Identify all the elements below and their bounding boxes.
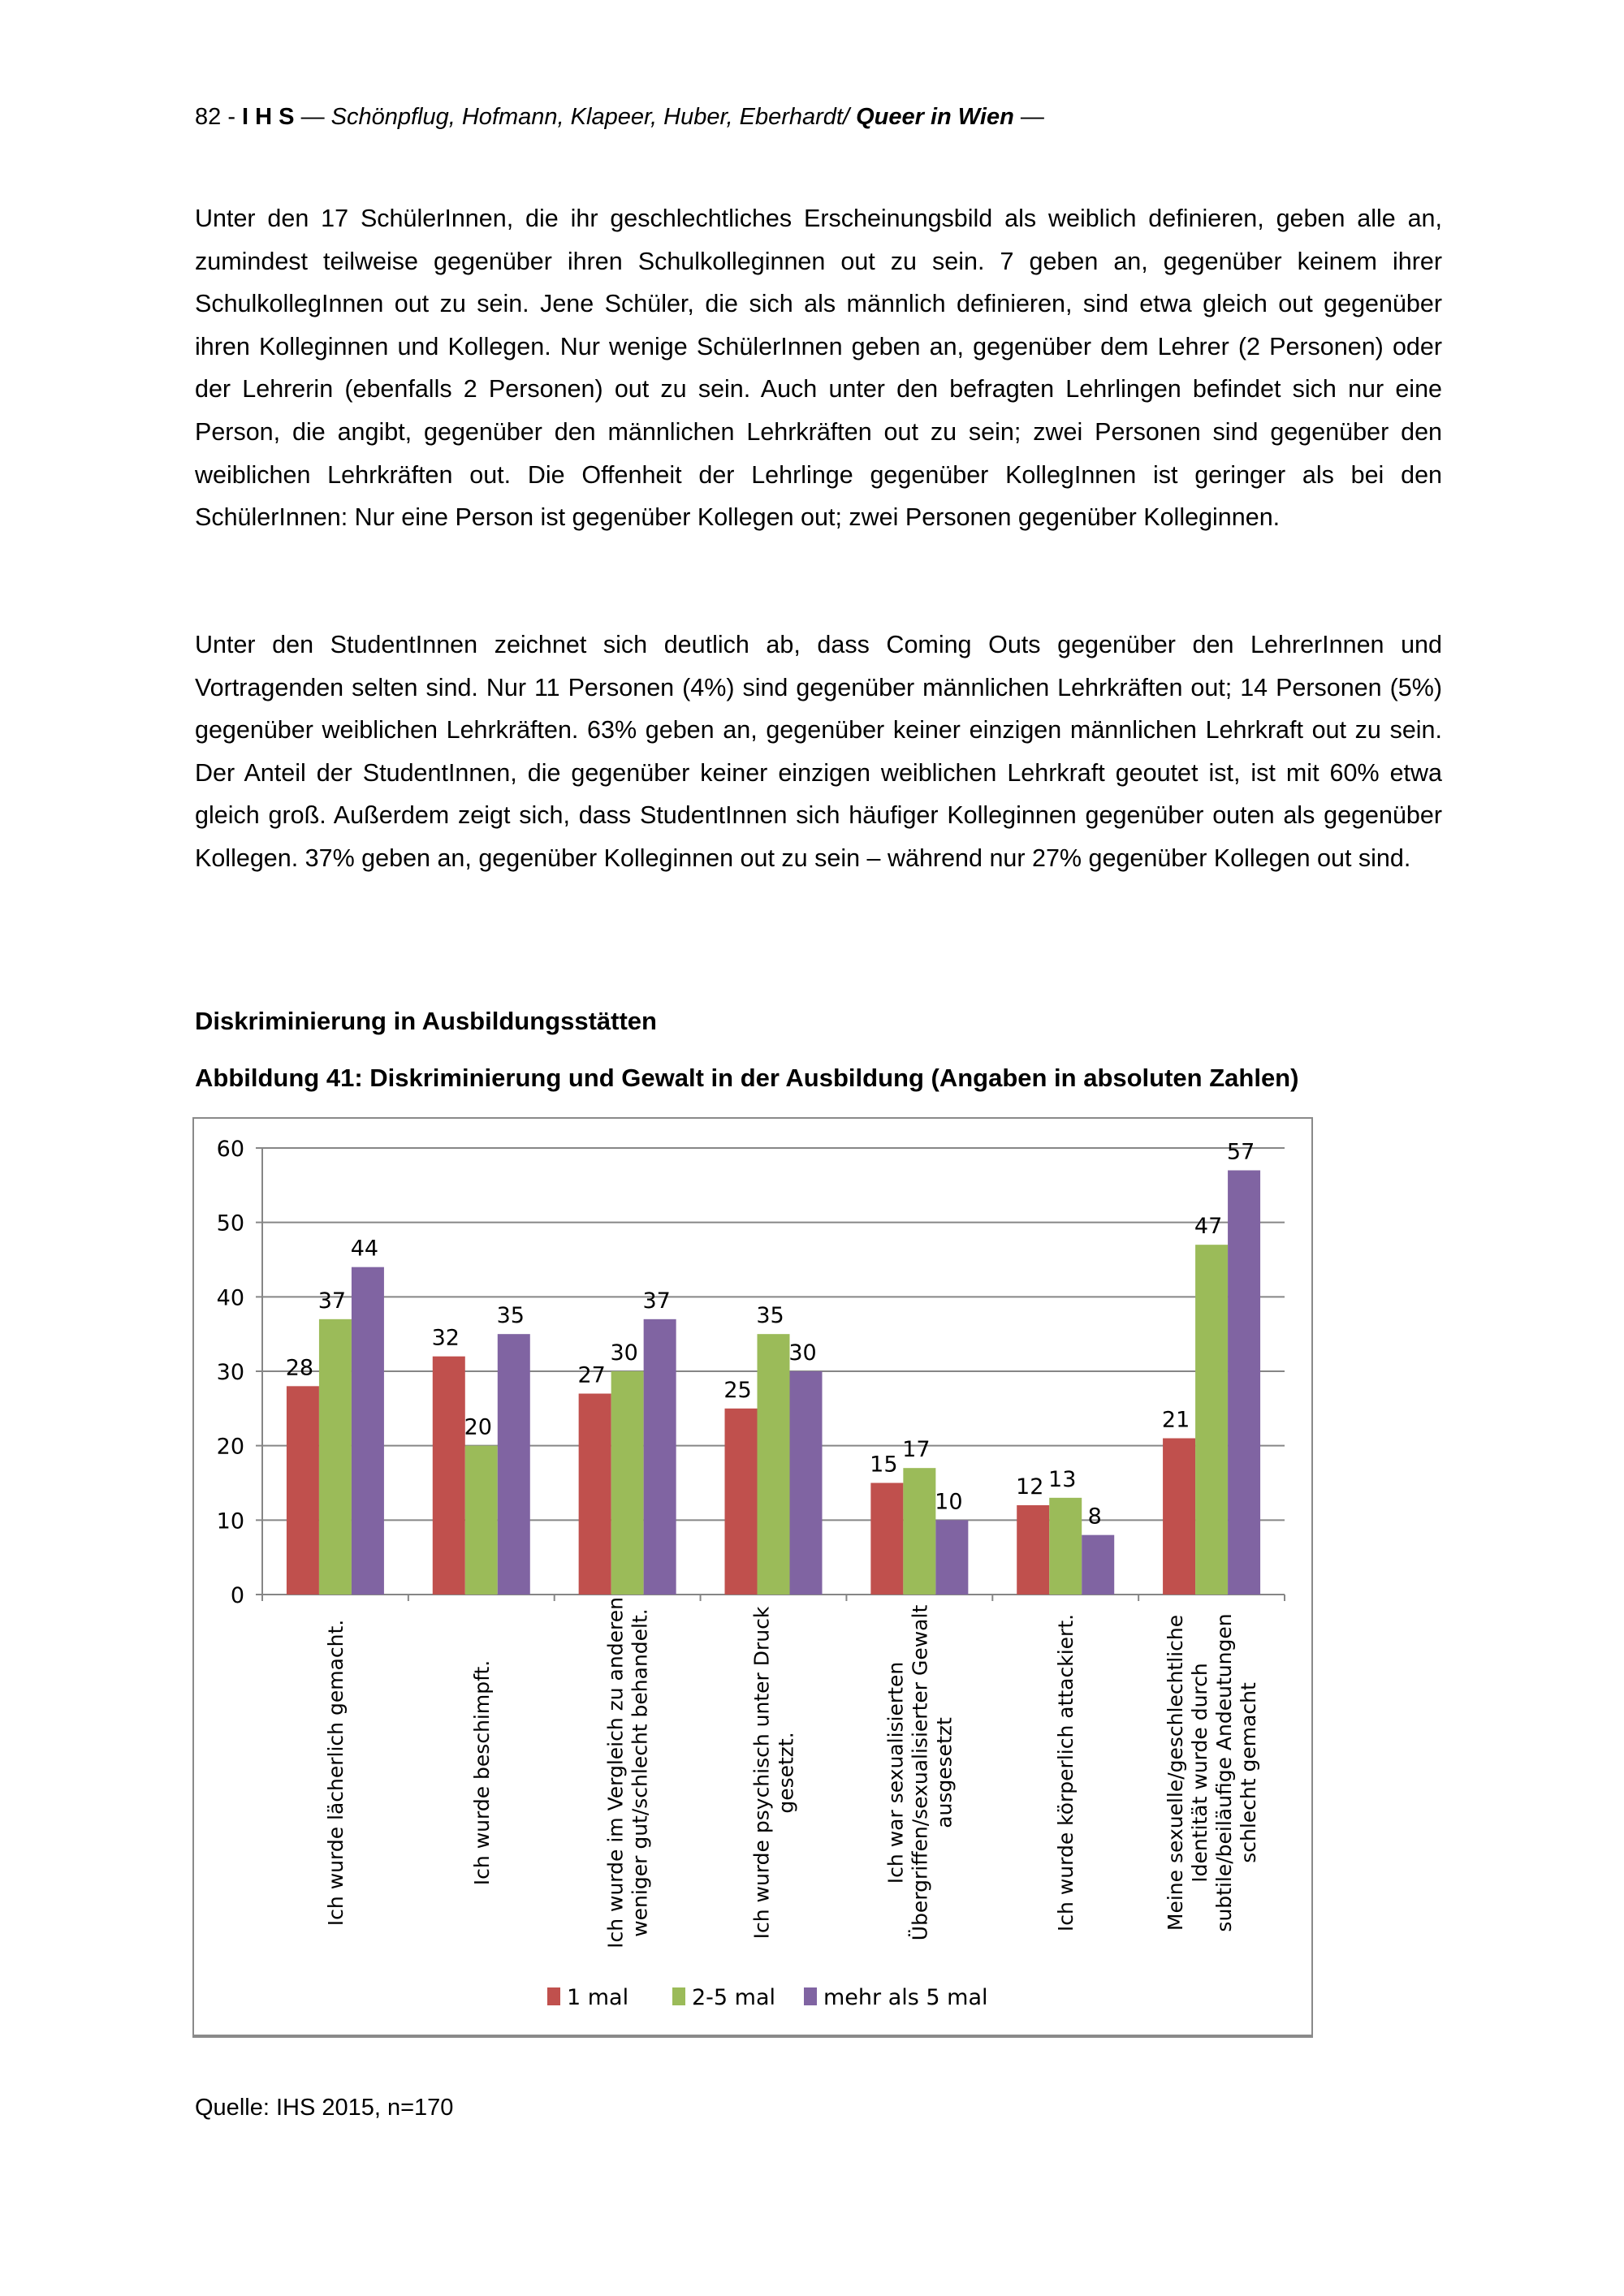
bar-mehr-als-5-mal: [498, 1334, 530, 1595]
x-category-label-line: Ich wurde körperlich attackiert.: [1054, 1613, 1078, 1932]
bar-mehr-als-5-mal: [1228, 1171, 1260, 1595]
figure-caption: Abbildung 41: Diskriminierung und Gewalt in der Ausbildung (Angaben in absoluten Zahlen): [195, 1064, 1299, 1092]
data-label: 12: [1016, 1474, 1044, 1500]
legend-swatch: [672, 1987, 685, 2005]
data-label: 47: [1194, 1214, 1223, 1240]
data-label: 37: [642, 1288, 671, 1314]
data-label: 27: [577, 1362, 606, 1388]
x-category-label-line: gesetzt.: [774, 1732, 798, 1814]
y-tick-label: 50: [216, 1211, 244, 1236]
bar-1-mal: [1163, 1439, 1195, 1595]
y-tick-label: 10: [216, 1508, 244, 1534]
x-category-label-line: weniger gut/schlecht behandelt.: [628, 1608, 652, 1937]
x-category-label-line: schlecht gemacht: [1237, 1682, 1261, 1863]
header-authors: Schönpflug, Hofmann, Klapeer, Huber, Eberhardt/: [330, 104, 850, 130]
data-label: 21: [1161, 1407, 1190, 1433]
x-category-label: [750, 1606, 798, 1939]
running-header: [195, 104, 1044, 131]
data-label: 37: [317, 1288, 347, 1314]
x-category-label-line: Identität wurde durch: [1188, 1663, 1212, 1883]
data-label: 35: [496, 1303, 525, 1329]
bar-2-5-mal: [611, 1371, 644, 1595]
bar-1-mal: [579, 1394, 611, 1595]
x-category-label-line: subtile/beiläufige Andeutungen: [1212, 1613, 1237, 1932]
data-label: 10: [935, 1489, 963, 1515]
body-paragraph: [195, 624, 1442, 880]
paragraph-text: Unter den 17 SchülerInnen, die ihr geschlechtliches Erscheinungsbild als weiblich definieren, geben alle an, zumindest teilweise gegenüber ihren Schulkolleginnen out zu sein. 7 geben an, gegenüber keinem ihrer SchulkollegInnen out zu sein. Jene Schüler, die sich als männlich definieren, sind etwa gleich out gegenüber ihren Kolleginnen und Kollegen. Nur wenige SchülerInnen geben an, gegenüber dem Lehrer (2 Personen) oder der Lehrerin (ebenfalls 2 Personen) out zu sein. Auch unter den befragten Lehrlingen befindet sich nur eine Person, die angibt, gegenüber den männlichen Lehrkräften out zu sein; zwei Personen sind gegenüber den weiblichen Lehrkräften out. Die Offenheit der Lehrlinge gegenüber KollegInnen ist geringer als bei den SchülerInnen: Nur eine Person ist gegenüber Kollegen out; zwei Personen gegenüber Kolleginnen.: [195, 205, 1442, 532]
bar-1-mal: [287, 1386, 319, 1595]
bar-1-mal: [725, 1409, 758, 1595]
chart-frame: [192, 1117, 1313, 2038]
bar-mehr-als-5-mal: [1082, 1535, 1114, 1595]
bar-1-mal: [433, 1357, 465, 1595]
data-label: 8: [1087, 1504, 1102, 1530]
body-paragraph: [195, 197, 1442, 539]
page-number: 82 -: [195, 104, 235, 130]
x-category-label-line: Ich wurde lächerlich gemacht.: [323, 1619, 348, 1927]
x-category-label-line: Ich wurde psychisch unter Druck: [749, 1606, 774, 1940]
bar-2-5-mal: [903, 1468, 935, 1595]
x-category-label-line: ausgesetzt: [932, 1717, 957, 1828]
x-category-label: [324, 1620, 348, 1926]
data-label: 57: [1226, 1139, 1255, 1165]
data-label: 30: [788, 1340, 817, 1366]
paragraph-text: Unter den StudentInnen zeichnet sich deutlich ab, dass Coming Outs gegenüber den LehrerInnen und Vortragenden selten sind. Nur 11 Personen (4%) sind gegenüber männlichen Lehrkräften out; 14 Personen (5%) gegenüber weiblichen Lehrkräften. 63% geben an, gegenüber keiner einzigen männlichen Lehrkraft out zu sein. Der Anteil der StudentInnen, die gegenüber keiner einzigen weiblichen Lehrkraft geoutet ist, ist mit 60% etwa gleich groß. Außerdem zeigt sich, dass StudentInnen sich häufiger Kolleginnen gegenüber outen als gegenüber Kollegen. 37% geben an, gegenüber Kolleginnen out zu sein – während nur 27% gegenüber Kollegen out sind.: [195, 631, 1442, 872]
x-category-label: [883, 1605, 956, 1941]
data-label: 13: [1048, 1466, 1077, 1492]
bar-2-5-mal: [465, 1446, 498, 1595]
bar-1-mal: [870, 1483, 903, 1595]
x-category-label-line: Ich wurde beschimpft.: [469, 1659, 494, 1886]
legend-swatch: [547, 1987, 560, 2005]
bar-mehr-als-5-mal: [644, 1319, 676, 1595]
header-report-title: Queer in Wien: [856, 104, 1014, 130]
section-heading: Diskriminierung in Ausbildungsstätten: [195, 1007, 657, 1035]
data-label: 25: [723, 1377, 752, 1403]
x-category-label: [604, 1597, 652, 1949]
y-tick-label: 30: [216, 1360, 244, 1385]
bar-mehr-als-5-mal: [790, 1371, 823, 1595]
data-label: 20: [464, 1414, 492, 1440]
legend-label: 2-5 mal: [692, 1985, 776, 2010]
y-tick-label: 60: [216, 1137, 244, 1162]
data-label: 32: [431, 1325, 460, 1351]
bar-chart: [194, 1119, 1315, 2036]
data-label: 28: [285, 1355, 314, 1381]
legend-swatch: [804, 1987, 817, 2005]
institute-name: I H S: [242, 104, 295, 130]
legend-label: 1 mal: [567, 1985, 629, 2010]
data-label: 35: [756, 1303, 784, 1329]
y-tick-label: 20: [216, 1434, 244, 1460]
x-category-label: [470, 1660, 494, 1885]
bar-mehr-als-5-mal: [352, 1267, 384, 1595]
x-category-label: [1164, 1613, 1260, 1931]
x-category-label-line: Meine sexuelle/geschlechtliche: [1164, 1614, 1188, 1931]
data-label: 17: [902, 1437, 931, 1463]
legend-label: mehr als 5 mal: [823, 1985, 988, 2010]
bar-2-5-mal: [319, 1319, 352, 1595]
data-label: 30: [610, 1340, 638, 1366]
header-dash: —: [300, 104, 325, 130]
data-label: 15: [870, 1452, 898, 1478]
y-tick-label: 40: [216, 1285, 244, 1311]
bar-mehr-als-5-mal: [935, 1520, 968, 1595]
bar-2-5-mal: [1049, 1498, 1082, 1595]
x-category-label-line: Ich war sexualisierten: [883, 1661, 908, 1884]
x-category-label: [1054, 1614, 1078, 1931]
bar-2-5-mal: [1195, 1245, 1228, 1595]
x-category-label-line: Ich wurde im Vergleich zu anderen: [603, 1597, 628, 1949]
header-dash: —: [1020, 104, 1044, 130]
bar-2-5-mal: [758, 1334, 790, 1595]
y-tick-label: 0: [230, 1583, 244, 1608]
x-category-label-line: Übergriffen/sexualisierter Gewalt: [908, 1604, 932, 1941]
data-label: 44: [350, 1236, 379, 1262]
figure-source: Quelle: IHS 2015, n=170: [195, 2095, 454, 2121]
bar-1-mal: [1017, 1505, 1049, 1595]
